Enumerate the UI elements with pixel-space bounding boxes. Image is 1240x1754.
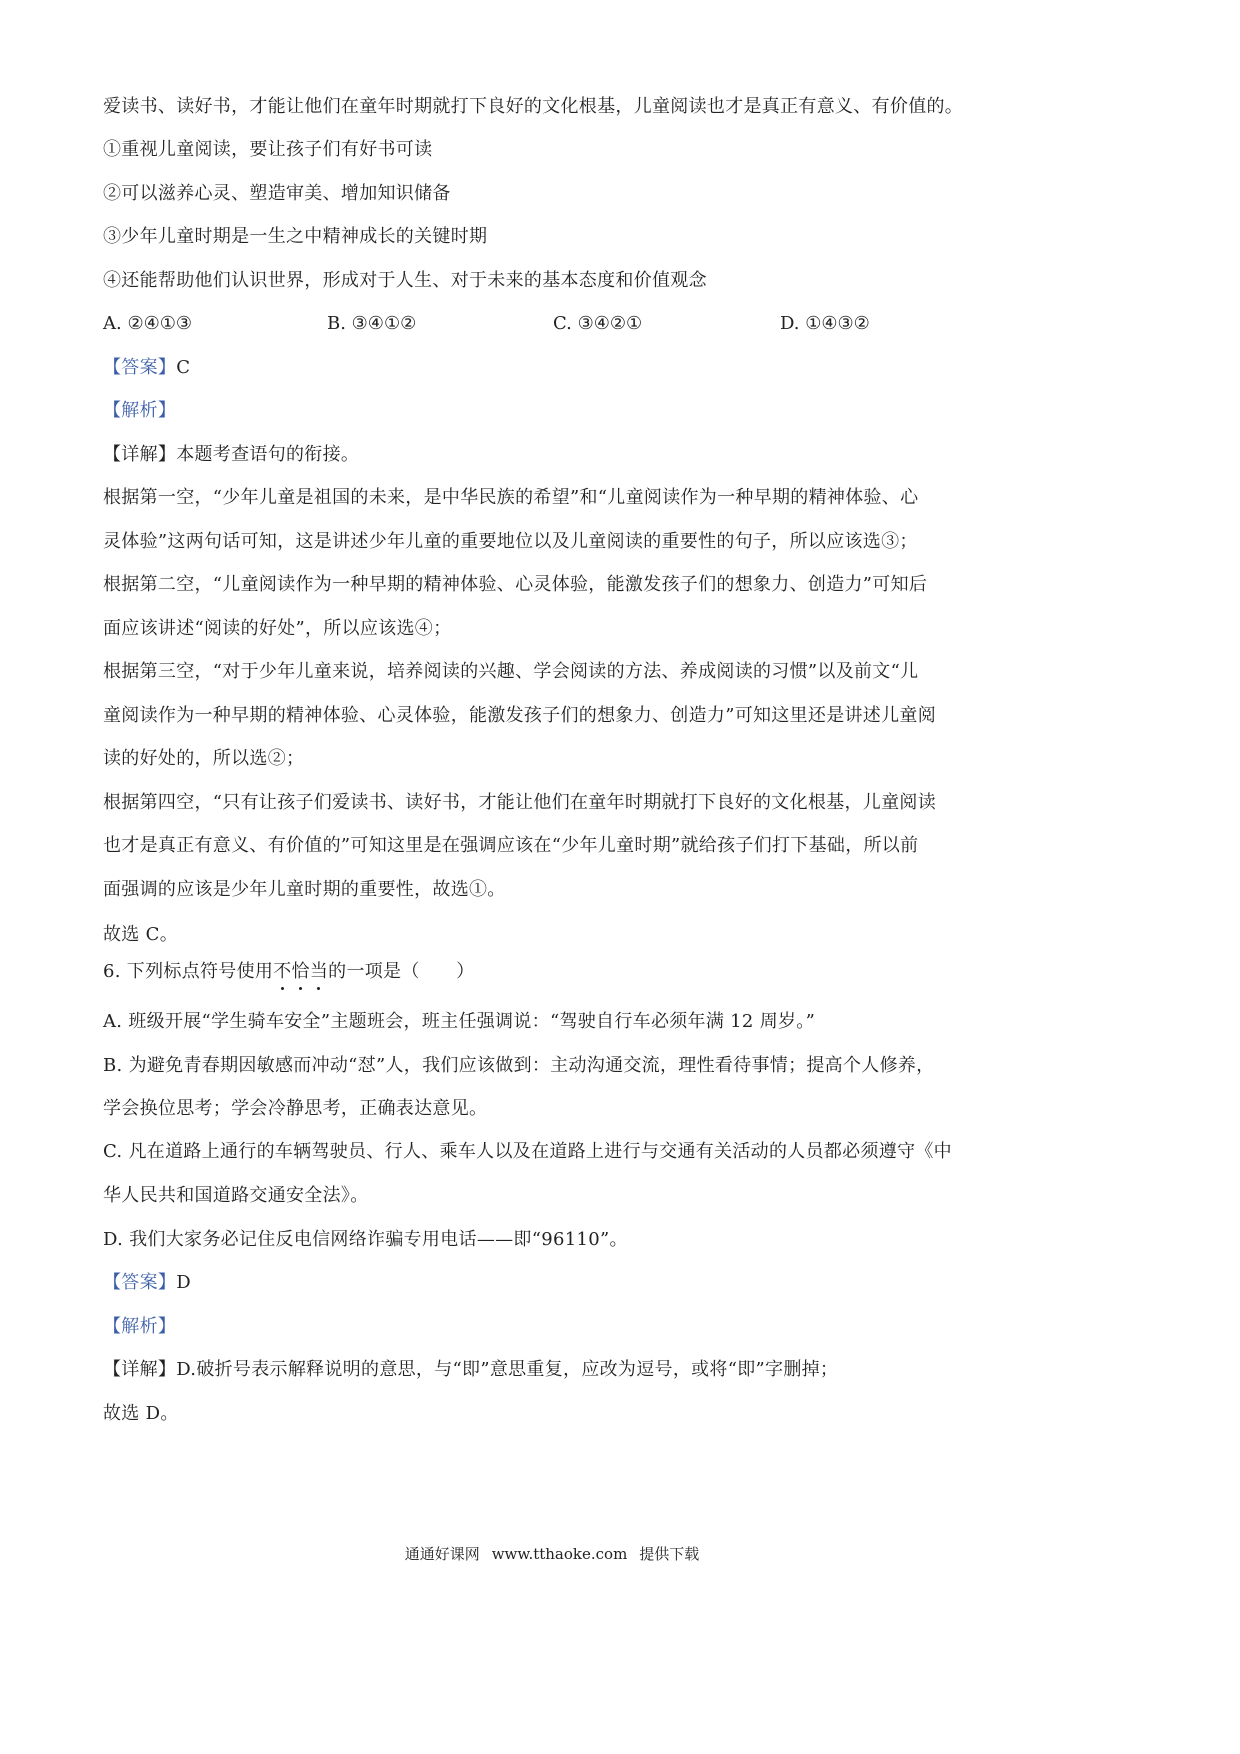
footer-note: 提供下载: [639, 1545, 700, 1563]
detail-line: [103, 1357, 838, 1383]
emphasis-char: 恰: [292, 959, 310, 985]
choice-sentence-1: ①重视儿童阅读，要让孩子们有好书可读: [103, 139, 433, 160]
conclusion-line: 故选 D。: [103, 1403, 179, 1424]
q6-option-a: A. 班级开展“学生骑车安全”主题班会，班主任强调说：“驾驶自行车必须年满 12 周岁。”: [103, 1011, 816, 1032]
explanation-line: 童阅读作为一种早期的精神体验、心灵体验，能激发孩子们的想象力、创造力”可知这里还是讲述儿童阅: [103, 705, 936, 726]
explanation-line: 根据第三空，“对于少年儿童来说，培养阅读的兴趣、学会阅读的方法、养成阅读的习惯”以及前文“儿: [103, 661, 919, 682]
conclusion-line: 故选 C。: [103, 924, 178, 945]
explanation-line: 面强调的应该是少年儿童时期的重要性，故选①。: [103, 879, 506, 900]
choice-sentence-4: ④还能帮助他们认识世界，形成对于人生、对于未来的基本态度和价值观念: [103, 270, 707, 291]
explanation-line: 灵体验”这两句话可知，这是讲述少年儿童的重要地位以及儿童阅读的重要性的句子，所以应该选③；: [103, 531, 918, 552]
explanation-line: 根据第四空，“只有让孩子们爱读书、读好书，才能让他们在童年时期就打下良好的文化根基，儿童阅读: [103, 792, 936, 813]
detail-label: 【详解】: [103, 444, 177, 465]
analysis-line: [103, 398, 176, 424]
explanation-line: 面应该讲述“阅读的好处”，所以应该选④；: [103, 618, 452, 639]
option-c: C. ③④②①: [553, 313, 643, 334]
footer-url[interactable]: www.tthaoke.com: [491, 1545, 628, 1563]
q6-option-d: D. 我们大家务必记住反电信网络诈骗专用电话——即“96110”。: [103, 1229, 628, 1250]
page-footer: [0, 1544, 1104, 1564]
answer-label: 【答案】: [103, 1272, 177, 1293]
detail-text: 本题考查语句的衔接。: [176, 444, 360, 465]
explanation-line: 根据第二空，“儿童阅读作为一种早期的精神体验、心灵体验，能激发孩子们的想象力、创造力”可知后: [103, 574, 928, 595]
q6-option-b-cont: 学会换位思考；学会冷静思考，正确表达意见。: [103, 1098, 488, 1119]
option-d: D. ①④③②: [780, 313, 870, 334]
option-a: A. ②④①③: [103, 313, 192, 334]
detail-line: [103, 442, 359, 468]
choice-sentence-3: ③少年儿童时期是一生之中精神成长的关键时期: [103, 226, 488, 247]
answer-value: C: [176, 357, 191, 378]
q6-option-c: C. 凡在道路上通行的车辆驾驶员、行人、乘车人以及在道路上进行与交通有关活动的人员都必须遵守《中: [103, 1141, 952, 1162]
explanation-line: 读的好处的，所以选②；: [103, 748, 305, 769]
footer-site: 通通好课网: [404, 1545, 480, 1563]
answer-line: [103, 1270, 191, 1296]
emphasis-char: 当: [310, 959, 328, 985]
analysis-line: [103, 1314, 176, 1340]
q6-option-b: B. 为避免青春期因敏感而冲动“怼”人，我们应该做到：主动沟通交流，理性看待事情；提高个人修养，: [103, 1055, 935, 1076]
detail-label: 【详解】: [103, 1359, 177, 1380]
explanation-line: 根据第一空，“少年儿童是祖国的未来，是中华民族的希望”和“儿童阅读作为一种早期的精神体验、心: [103, 487, 919, 508]
q6-option-c-cont: 华人民共和国道路交通安全法》。: [103, 1185, 369, 1206]
question-6-stem: [103, 959, 475, 985]
option-b: B. ③④①②: [327, 313, 417, 334]
analysis-label: 【解析】: [103, 1316, 177, 1337]
choice-sentence-2: ②可以滋养心灵、塑造审美、增加知识储备: [103, 183, 451, 204]
stem-text: 的一项是（ ）: [328, 961, 475, 982]
answer-label: 【答案】: [103, 357, 177, 378]
passage-line: 爱读书、读好书，才能让他们在童年时期就打下良好的文化根基，儿童阅读也才是真正有意义、有价值的。: [103, 96, 964, 117]
answer-line: [103, 355, 190, 381]
stem-text: 6. 下列标点符号使用: [103, 961, 274, 982]
emphasis-char: 不: [273, 959, 291, 985]
explanation-line: 也才是真正有意义、有价值的”可知这里是在强调应该在“少年儿童时期”就给孩子们打下基础，所以前: [103, 835, 919, 856]
answer-value: D: [176, 1272, 191, 1293]
analysis-label: 【解析】: [103, 400, 177, 421]
detail-text: D.破折号表示解释说明的意思，与“即”意思重复，应改为逗号，或将“即”字删掉；: [176, 1359, 839, 1380]
